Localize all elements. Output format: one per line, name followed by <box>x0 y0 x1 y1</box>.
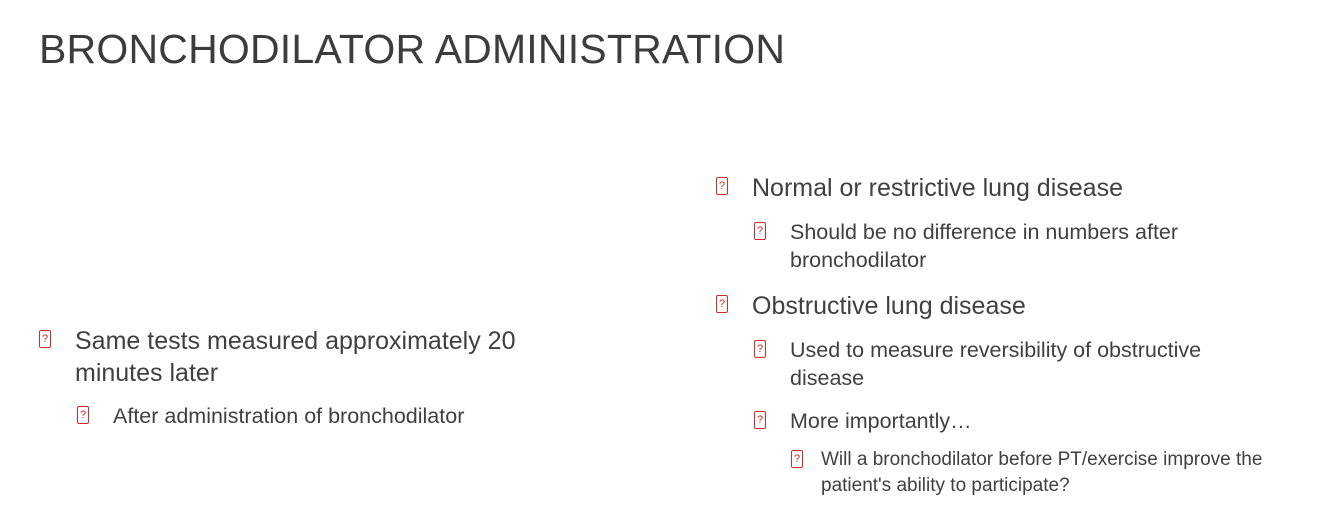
right-column <box>716 172 1316 499</box>
bullet-text: Obstructive lung disease <box>752 292 1026 320</box>
bullet-text: More importantly… <box>790 409 972 433</box>
left-column <box>39 325 599 430</box>
bullet-no-difference <box>716 218 1316 274</box>
bullet-after-administration <box>39 402 599 430</box>
bullet-icon: ? <box>716 177 728 195</box>
bullet-text: Should be no difference in numbers after bronchodilator <box>790 220 1179 272</box>
bullet-icon: ? <box>754 411 766 429</box>
bullet-text: After administration of bronchodilator <box>113 404 465 428</box>
bullet-text: Will a bronchodilator before PT/exercise improve the patient's ability to participate? <box>821 449 1263 496</box>
bullet-obstructive <box>716 290 1316 322</box>
bullet-icon: ? <box>754 340 766 358</box>
bullet-normal-restrictive <box>716 172 1316 204</box>
bullet-icon: ? <box>77 406 89 424</box>
bullet-text: Used to measure reversibility of obstructive disease <box>790 338 1202 390</box>
bullet-icon: ? <box>791 450 803 468</box>
bullet-icon: ? <box>716 295 728 313</box>
bullet-text: Same tests measured approximately 20 minutes later <box>75 327 516 387</box>
bullet-reversibility <box>716 336 1316 392</box>
bullet-text: Normal or restrictive lung disease <box>752 174 1123 202</box>
bullet-more-importantly <box>716 407 1316 435</box>
bullet-same-tests <box>39 325 599 389</box>
slide-title: BRONCHODILATOR ADMINISTRATION <box>39 26 786 72</box>
bullet-will-bronchodilator <box>716 447 1316 499</box>
bullet-icon: ? <box>39 330 51 348</box>
bullet-icon: ? <box>754 222 766 240</box>
